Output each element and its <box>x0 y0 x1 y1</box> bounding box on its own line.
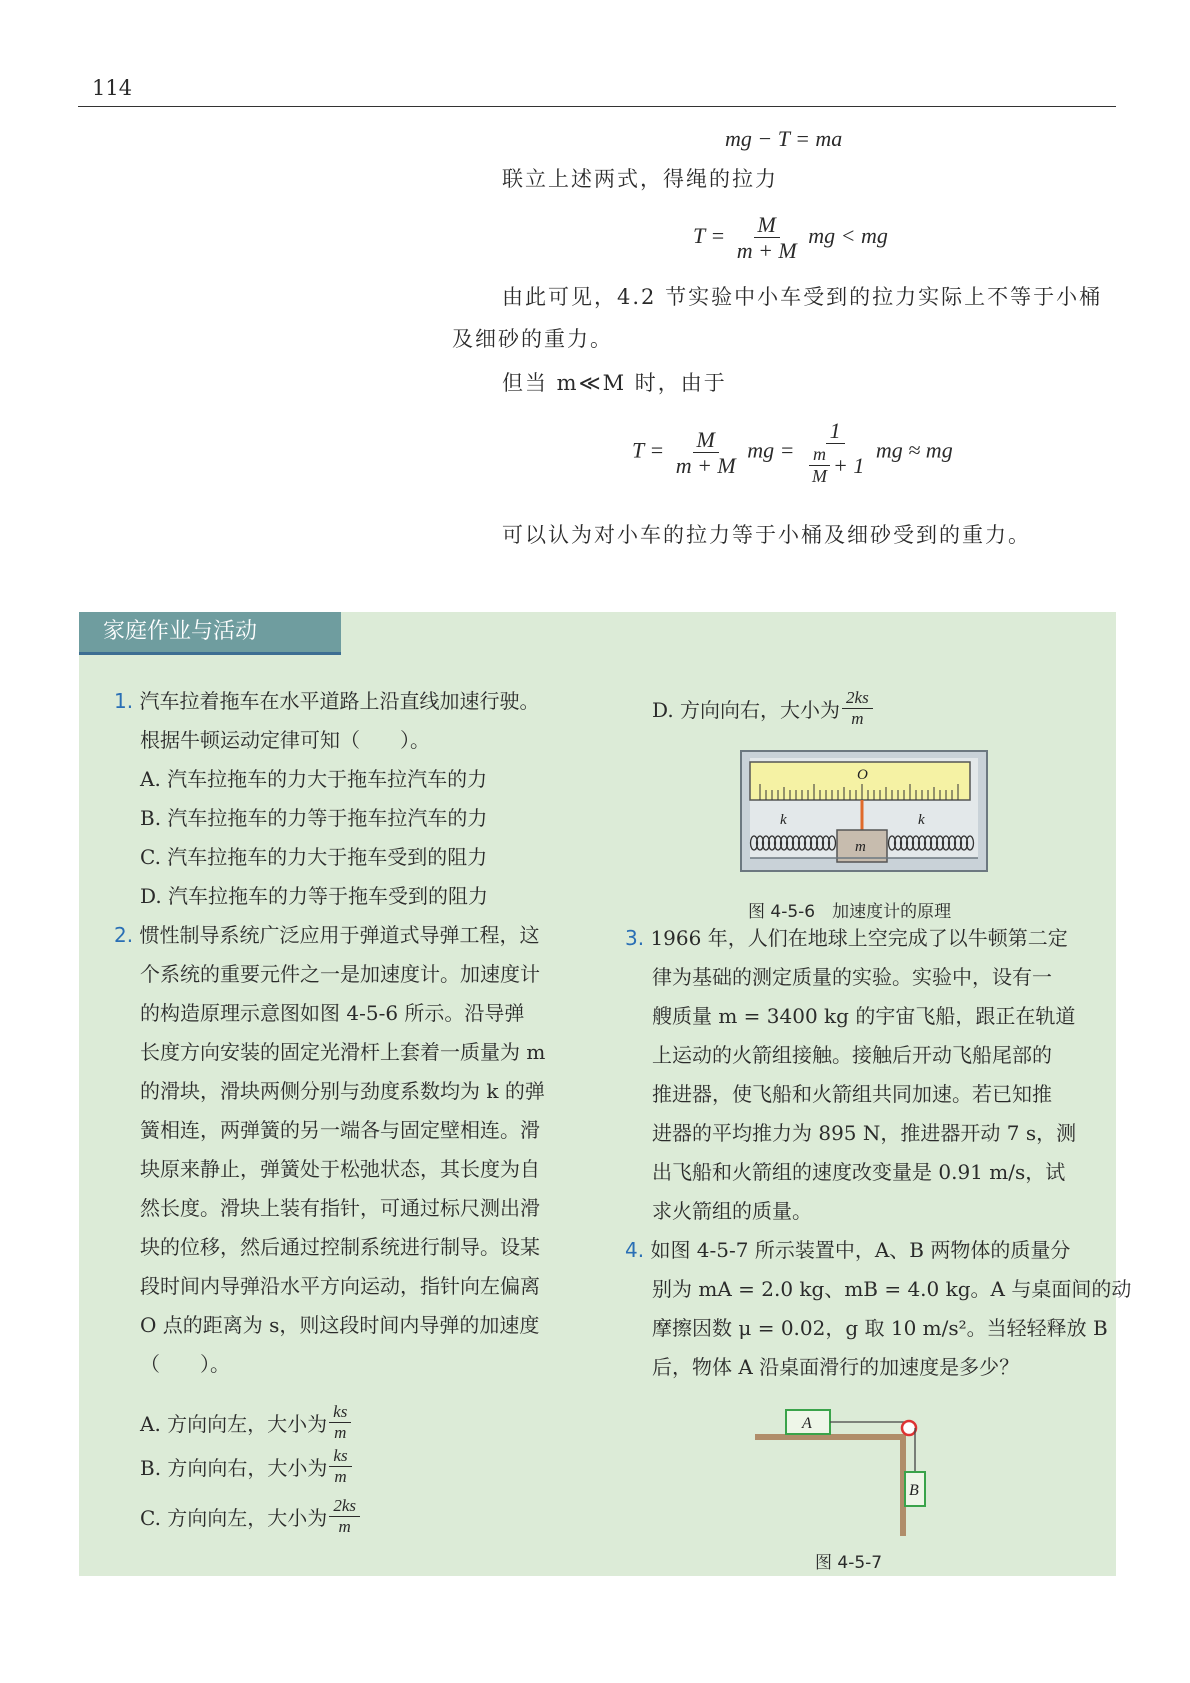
option-label: D. 方向向右，大小为 <box>652 697 841 722</box>
paragraph-conclusion-2: 及细砂的重力。 <box>452 327 613 351</box>
question-4-line-1 <box>625 1236 1070 1264</box>
denominator: m + M <box>675 452 736 478</box>
question-number: 2. <box>114 923 134 947</box>
homework-title-underline <box>79 652 341 655</box>
denominator: m <box>334 1466 347 1486</box>
pulley-icon <box>902 1421 916 1435</box>
question-2-option-d <box>652 688 875 728</box>
header-rule <box>78 106 1116 107</box>
question-2-line: 块原来静止，弹簧处于松弛状态，其长度为自 <box>140 1157 540 1181</box>
formula-approximation <box>632 418 953 487</box>
question-text: 如图 4-5-7 所示装置中，A、B 两物体的质量分 <box>650 1238 1071 1262</box>
formula-tail: mg ≈ mg <box>875 437 953 463</box>
denominator: M <box>811 465 827 486</box>
paragraph-combine: 联立上述两式，得绳的拉力 <box>502 167 778 191</box>
question-2-option-a <box>140 1402 353 1442</box>
question-1-option-b: B. 汽车拉拖车的力等于拖车拉汽车的力 <box>140 806 488 830</box>
block-b-label: B <box>909 1482 919 1499</box>
right-spring <box>889 836 974 850</box>
question-1-option-d: D. 汽车拉拖车的力等于拖车受到的阻力 <box>140 884 489 908</box>
question-3-line: 律为基础的测定质量的实验。实验中，设有一 <box>652 965 1052 989</box>
question-text: 惯性制导系统广泛应用于弹道式导弹工程，这 <box>139 923 540 947</box>
question-number: 3. <box>625 926 645 950</box>
figure-pulley <box>755 1404 955 1536</box>
block-a-label: A <box>802 1415 812 1432</box>
fraction <box>802 418 868 487</box>
question-2-option-b <box>140 1446 354 1486</box>
numerator: ks <box>329 1402 351 1423</box>
numerator: m <box>809 444 830 466</box>
question-2-line: 长度方向安装的固定光滑杆上套着一质量为 m <box>140 1040 546 1064</box>
numerator: M <box>754 212 780 238</box>
denominator-tail: + 1 <box>832 452 865 478</box>
question-4-line: 后，物体 A 沿桌面滑行的加速度是多少？ <box>652 1355 1020 1379</box>
page-number: 114 <box>92 76 133 100</box>
numerator: 2ks <box>842 688 873 709</box>
question-2-line: 段时间内导弹沿水平方向运动，指针向左偏离 <box>140 1274 540 1298</box>
figure-accelerometer <box>740 750 988 872</box>
question-4-line: 摩擦因数 μ = 0.02，g 取 10 m/s²。当轻轻释放 B <box>652 1316 1108 1340</box>
homework-title: 家庭作业与活动 <box>79 612 341 652</box>
formula-tension <box>693 212 888 264</box>
origin-label: O <box>857 767 868 783</box>
question-4-line: 别为 mA = 2.0 kg、mB = 4.0 kg。A 与桌面间的动 <box>652 1277 1132 1301</box>
formula-lhs: T = <box>693 222 726 248</box>
option-label: A. 方向向左，大小为 <box>140 1411 328 1436</box>
figure-4-5-6-caption: 图 4-5-6 加速度计的原理 <box>748 902 952 922</box>
question-3-line: 出飞船和火箭组的速度改变量是 0.91 m/s，试 <box>652 1160 1066 1184</box>
question-2-line: （ ）。 <box>140 1352 230 1376</box>
question-text: 1966 年，人们在地球上空完成了以牛顿第二定 <box>650 926 1068 950</box>
question-2-line: 的构造原理示意图如图 4-5-6 所示。沿导弹 <box>140 1001 525 1025</box>
question-text: 汽车拉着拖车在水平道路上沿直线加速行驶。 <box>139 689 540 713</box>
numerator: 1 <box>826 418 845 444</box>
figure-4-5-7-caption: 图 4-5-7 <box>815 1553 883 1573</box>
question-2-line-1 <box>114 921 539 949</box>
question-2-option-c <box>140 1496 362 1536</box>
denominator <box>802 444 868 486</box>
denominator: m <box>338 1516 351 1536</box>
question-1-line-2: 根据牛顿运动定律可知（ ）。 <box>140 728 430 752</box>
question-1-option-a: A. 汽车拉拖车的力大于拖车拉汽车的力 <box>140 767 488 791</box>
question-3-line: 求火箭组的质量。 <box>652 1199 812 1223</box>
left-spring <box>751 836 836 850</box>
mass-label: m <box>855 839 866 855</box>
denominator: m + M <box>736 238 797 264</box>
question-3-line: 推进器，使飞船和火箭组共同加速。若已知推 <box>652 1082 1052 1106</box>
formula-tail: mg < mg <box>808 222 888 248</box>
denominator: m <box>334 1422 347 1442</box>
question-3-line: 进器的平均推力为 895 N，推进器开动 7 s，测 <box>652 1121 1077 1145</box>
formula-newton: mg − T = ma <box>725 126 843 151</box>
question-number: 1. <box>114 689 134 713</box>
question-2-line: 块的位移，然后通过控制系统进行制导。设某 <box>140 1235 540 1259</box>
option-label: C. 方向向左，大小为 <box>140 1505 328 1530</box>
paragraph-final: 可以认为对小车的拉力等于小桶及细砂受到的重力。 <box>502 523 1031 547</box>
numerator: 2ks <box>329 1496 360 1517</box>
question-2-line: 然长度。滑块上装有指针，可通过标尺测出滑 <box>140 1196 540 1220</box>
question-2-line: O 点的距离为 s，则这段时间内导弹的加速度 <box>140 1313 540 1337</box>
option-fraction <box>329 1402 351 1442</box>
denominator: m <box>851 708 864 728</box>
numerator: ks <box>329 1446 351 1467</box>
formula-mid: mg = <box>747 437 795 463</box>
paragraph-condition: 但当 m≪M 时，由于 <box>502 371 727 395</box>
question-1-option-c: C. 汽车拉拖车的力大于拖车受到的阻力 <box>140 845 488 869</box>
question-3-line: 上运动的火箭组接触。接触后开动飞船尾部的 <box>652 1043 1052 1067</box>
question-2-line: 的滑块，滑块两侧分别与劲度系数均为 k 的弹 <box>140 1079 545 1103</box>
option-fraction <box>329 1496 360 1536</box>
question-2-line: 簧相连，两弹簧的另一端各与固定壁相连。滑 <box>140 1118 540 1142</box>
spring-k-left-label: k <box>780 812 787 828</box>
fraction <box>672 427 740 479</box>
paragraph-conclusion-1: 由此可见，4.2 节实验中小车受到的拉力实际上不等于小桶 <box>502 285 1103 309</box>
inner-fraction <box>808 444 831 486</box>
option-fraction <box>842 688 873 728</box>
spring-k-right-label: k <box>918 812 925 828</box>
option-label: B. 方向向右，大小为 <box>140 1455 328 1480</box>
numerator: M <box>693 427 719 453</box>
question-3-line: 艘质量 m = 3400 kg 的宇宙飞船，跟正在轨道 <box>652 1004 1076 1028</box>
question-2-line: 个系统的重要元件之一是加速度计。加速度计 <box>140 962 540 986</box>
fraction <box>733 212 801 264</box>
question-3-line-1 <box>625 924 1068 952</box>
option-fraction <box>329 1446 351 1486</box>
formula-lhs: T = <box>632 437 665 463</box>
question-1-line-1 <box>114 687 539 715</box>
question-number: 4. <box>625 1238 645 1262</box>
